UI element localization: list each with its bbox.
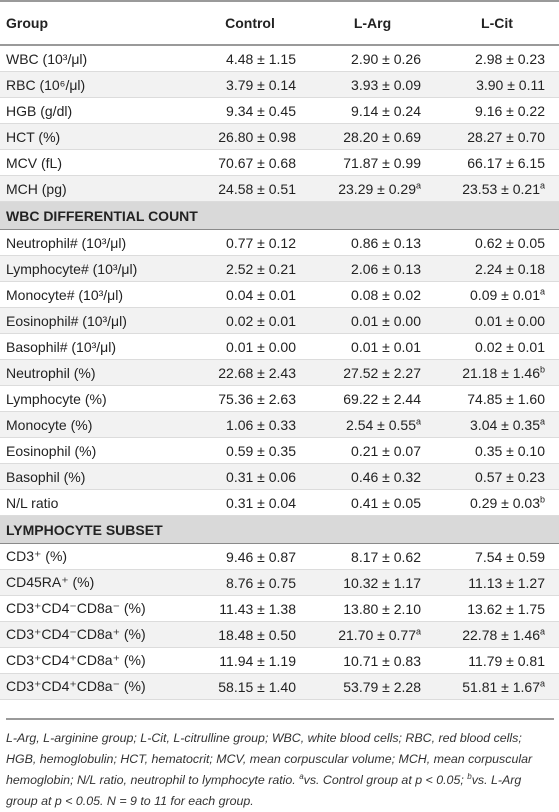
row-label: Lymphocyte (%) xyxy=(0,386,190,412)
table-row xyxy=(0,490,559,516)
table-cell xyxy=(190,464,310,490)
table-body xyxy=(0,45,559,700)
table-row xyxy=(0,360,559,386)
table-cell xyxy=(435,544,559,570)
row-label: Basophil# (10³/μl) xyxy=(0,334,190,360)
cell-value: 0.01 ± 0.00 xyxy=(475,312,545,329)
row-label: RBC (10⁶/μl) xyxy=(0,72,190,98)
table-row xyxy=(0,544,559,570)
cell-value: 22.68 ± 2.43 xyxy=(218,364,296,381)
table-cell xyxy=(190,124,310,150)
row-label: Monocyte# (10³/μl) xyxy=(0,282,190,308)
table-cell xyxy=(310,124,435,150)
table-cell xyxy=(310,464,435,490)
cell-value: 7.54 ± 0.59 xyxy=(475,548,545,565)
table-cell xyxy=(310,648,435,674)
cell-value: 24.58 ± 0.51 xyxy=(218,180,296,197)
table-cell xyxy=(435,648,559,674)
cell-value: 0.29 ± 0.03 xyxy=(470,494,540,511)
section-title: WBC DIFFERENTIAL COUNT xyxy=(0,202,559,230)
table-cell xyxy=(190,256,310,282)
table-cell xyxy=(435,230,559,256)
table-cell xyxy=(190,334,310,360)
cell-value: 0.86 ± 0.13 xyxy=(351,234,421,251)
table-cell xyxy=(190,570,310,596)
table-cell xyxy=(190,360,310,386)
table-cell xyxy=(310,490,435,516)
table-cell xyxy=(190,412,310,438)
significance-mark: a xyxy=(415,415,421,426)
cell-value: 1.06 ± 0.33 xyxy=(226,416,296,433)
section-header-row xyxy=(0,516,559,544)
cell-value: 11.79 ± 0.81 xyxy=(468,652,545,669)
cell-value: 0.77 ± 0.12 xyxy=(226,234,296,251)
cell-value: 0.08 ± 0.02 xyxy=(351,286,421,303)
cell-value: 13.62 ± 1.75 xyxy=(467,600,545,617)
table-cell xyxy=(310,98,435,124)
table-cell xyxy=(435,386,559,412)
table-cell xyxy=(310,622,435,648)
header-l-cit: L-Cit xyxy=(435,1,559,45)
table-cell xyxy=(310,674,435,700)
table-row xyxy=(0,176,559,202)
table-cell xyxy=(190,622,310,648)
cell-value: 2.90 ± 0.26 xyxy=(351,50,421,67)
cell-value: 9.34 ± 0.45 xyxy=(226,102,296,119)
table-cell xyxy=(310,438,435,464)
cell-value: 51.81 ± 1.67 xyxy=(462,678,540,695)
row-label: Neutrophil (%) xyxy=(0,360,190,386)
row-label: HCT (%) xyxy=(0,124,190,150)
table-cell xyxy=(190,386,310,412)
cell-value: 0.01 ± 0.01 xyxy=(351,338,421,355)
cell-value: 0.04 ± 0.01 xyxy=(226,286,296,303)
table-cell xyxy=(190,72,310,98)
significance-mark: b xyxy=(539,363,545,374)
table-row xyxy=(0,438,559,464)
row-label: Eosinophil# (10³/μl) xyxy=(0,308,190,334)
row-label: CD3⁺CD4⁻CD8a⁺ (%) xyxy=(0,622,190,648)
cell-value: 18.48 ± 0.50 xyxy=(218,626,296,643)
row-label: MCH (pg) xyxy=(0,176,190,202)
table-row xyxy=(0,464,559,490)
table-cell xyxy=(310,360,435,386)
row-label: Lymphocyte# (10³/μl) xyxy=(0,256,190,282)
section-header-row xyxy=(0,202,559,230)
cell-value: 2.54 ± 0.55 xyxy=(346,416,416,433)
table-cell xyxy=(190,648,310,674)
table-row xyxy=(0,674,559,700)
cell-value: 75.36 ± 2.63 xyxy=(218,390,296,407)
table-cell xyxy=(190,490,310,516)
table-cell xyxy=(310,570,435,596)
row-label: N/L ratio xyxy=(0,490,190,516)
cell-value: 0.31 ± 0.04 xyxy=(226,494,296,511)
cell-value: 0.46 ± 0.32 xyxy=(351,468,421,485)
cell-value: 11.13 ± 1.27 xyxy=(468,574,545,591)
cell-value: 66.17 ± 6.15 xyxy=(467,154,545,171)
table-cell xyxy=(435,98,559,124)
table-cell xyxy=(190,674,310,700)
footnote-mark-b: b xyxy=(467,771,472,781)
cell-value: 9.16 ± 0.22 xyxy=(475,102,545,119)
table-row xyxy=(0,282,559,308)
table-cell xyxy=(310,334,435,360)
row-label: Eosinophil (%) xyxy=(0,438,190,464)
cell-value: 27.52 ± 2.27 xyxy=(343,364,421,381)
table-cell xyxy=(310,72,435,98)
table-cell xyxy=(190,45,310,72)
table-cell xyxy=(310,412,435,438)
row-label: HGB (g/dl) xyxy=(0,98,190,124)
table-cell xyxy=(190,596,310,622)
cell-value: 0.62 ± 0.05 xyxy=(475,234,545,251)
table-row xyxy=(0,230,559,256)
table-cell xyxy=(190,308,310,334)
cell-value: 74.85 ± 1.60 xyxy=(467,390,545,407)
table-row xyxy=(0,98,559,124)
table-row xyxy=(0,150,559,176)
table-row xyxy=(0,386,559,412)
table-cell xyxy=(435,570,559,596)
table-row xyxy=(0,334,559,360)
cell-value: 0.57 ± 0.23 xyxy=(475,468,545,485)
table-cell xyxy=(435,490,559,516)
table-cell xyxy=(435,412,559,438)
table-cell xyxy=(435,72,559,98)
table-cell xyxy=(190,230,310,256)
table-row xyxy=(0,45,559,72)
cell-value: 3.79 ± 0.14 xyxy=(226,76,296,93)
table-cell xyxy=(310,150,435,176)
table-row xyxy=(0,622,559,648)
table-cell xyxy=(435,308,559,334)
table-cell xyxy=(310,230,435,256)
table-row xyxy=(0,124,559,150)
table-row xyxy=(0,256,559,282)
table-cell xyxy=(310,308,435,334)
cell-value: 13.80 ± 2.10 xyxy=(343,600,421,617)
significance-mark: a xyxy=(539,285,545,296)
cell-value: 23.29 ± 0.29 xyxy=(338,180,416,197)
significance-mark: a xyxy=(415,179,421,190)
footnote-note-b: vs. L-Arg group at p < 0.05. N = 9 to 11 for each group. xyxy=(6,773,522,808)
row-label: CD3⁺CD4⁺CD8a⁻ (%) xyxy=(0,674,190,700)
header-l-arg: L-Arg xyxy=(310,1,435,45)
cell-value: 3.90 ± 0.11 xyxy=(476,76,545,93)
table-cell xyxy=(190,438,310,464)
cell-value: 0.41 ± 0.05 xyxy=(351,494,421,511)
cell-value: 53.79 ± 2.28 xyxy=(343,678,421,695)
cell-value: 28.20 ± 0.69 xyxy=(343,128,421,145)
row-label: CD45RA⁺ (%) xyxy=(0,570,190,596)
table-cell xyxy=(310,386,435,412)
cell-value: 0.31 ± 0.06 xyxy=(226,468,296,485)
cell-value: 2.24 ± 0.18 xyxy=(475,260,545,277)
cell-value: 26.80 ± 0.98 xyxy=(218,128,296,145)
significance-mark: a xyxy=(539,179,545,190)
cell-value: 0.02 ± 0.01 xyxy=(226,312,296,329)
table-row xyxy=(0,412,559,438)
table-cell xyxy=(435,674,559,700)
header-row xyxy=(0,1,559,45)
cell-value: 2.06 ± 0.13 xyxy=(351,260,421,277)
significance-mark: a xyxy=(539,625,545,636)
footnote-note-a: vs. Control group at p < 0.05; xyxy=(303,773,468,787)
table-cell xyxy=(435,282,559,308)
cell-value: 0.35 ± 0.10 xyxy=(475,442,545,459)
table-cell xyxy=(310,176,435,202)
table-cell xyxy=(310,596,435,622)
table-cell xyxy=(310,544,435,570)
cell-value: 4.48 ± 1.15 xyxy=(226,50,296,67)
cell-value: 11.94 ± 1.19 xyxy=(219,652,296,669)
cell-value: 21.70 ± 0.77 xyxy=(338,626,416,643)
table-cell xyxy=(190,176,310,202)
cell-value: 70.67 ± 0.68 xyxy=(218,154,296,171)
row-label: Monocyte (%) xyxy=(0,412,190,438)
cell-value: 3.93 ± 0.09 xyxy=(351,76,421,93)
table-cell xyxy=(310,45,435,72)
header-group: Group xyxy=(0,1,190,45)
section-title: LYMPHOCYTE SUBSET xyxy=(0,516,559,544)
table-row xyxy=(0,308,559,334)
row-label: WBC (10³/μl) xyxy=(0,45,190,72)
table-cell xyxy=(310,282,435,308)
row-label: CD3⁺ (%) xyxy=(0,544,190,570)
row-label: Neutrophil# (10³/μl) xyxy=(0,230,190,256)
cell-value: 69.22 ± 2.44 xyxy=(343,390,421,407)
cell-value: 0.09 ± 0.01 xyxy=(470,286,540,303)
cell-value: 8.76 ± 0.75 xyxy=(226,574,296,591)
significance-mark: a xyxy=(539,677,545,688)
table-row xyxy=(0,648,559,674)
table-cell xyxy=(435,360,559,386)
table-cell xyxy=(310,256,435,282)
table-cell xyxy=(190,544,310,570)
cell-value: 3.04 ± 0.35 xyxy=(470,416,540,433)
table-cell xyxy=(435,45,559,72)
table-cell xyxy=(435,438,559,464)
table-row xyxy=(0,596,559,622)
cell-value: 0.02 ± 0.01 xyxy=(475,338,545,355)
cell-value: 10.32 ± 1.17 xyxy=(343,574,421,591)
cell-value: 23.53 ± 0.21 xyxy=(462,180,540,197)
cell-value: 0.01 ± 0.00 xyxy=(351,312,421,329)
footnote-mark-a: a xyxy=(299,771,304,781)
significance-mark: b xyxy=(539,493,545,504)
cell-value: 9.46 ± 0.87 xyxy=(226,548,296,565)
cell-value: 2.98 ± 0.23 xyxy=(475,50,545,67)
table-cell xyxy=(435,124,559,150)
row-label: MCV (fL) xyxy=(0,150,190,176)
cell-value: 2.52 ± 0.21 xyxy=(226,260,296,277)
table-cell xyxy=(435,256,559,282)
cell-value: 0.59 ± 0.35 xyxy=(226,442,296,459)
cell-value: 71.87 ± 0.99 xyxy=(343,154,421,171)
cell-value: 22.78 ± 1.46 xyxy=(462,626,540,643)
significance-mark: a xyxy=(539,415,545,426)
significance-mark: a xyxy=(415,625,421,636)
footnote-text: L-Arg, L-arginine group; L-Cit, L-citrulline group; WBC, white blood cells; RBC, red blood cells; HGB, hemoglobulin; HCT, hematocrit; MCV, mean corpuscular volume; MCH, mean corpuscular hemoglobin; N/L ratio, neutrophil to lymphocyte ratio. xyxy=(6,731,533,787)
table-cell xyxy=(190,98,310,124)
row-label: CD3⁺CD4⁺CD8a⁺ (%) xyxy=(0,648,190,674)
table-cell xyxy=(435,150,559,176)
cell-value: 58.15 ± 1.40 xyxy=(218,678,296,695)
cell-value: 0.01 ± 0.00 xyxy=(226,338,296,355)
row-label: Basophil (%) xyxy=(0,464,190,490)
cell-value: 21.18 ± 1.46 xyxy=(462,364,540,381)
table-row xyxy=(0,570,559,596)
cell-value: 0.21 ± 0.07 xyxy=(351,442,421,459)
cell-value: 9.14 ± 0.24 xyxy=(351,102,421,119)
header-control: Control xyxy=(190,1,310,45)
table-cell xyxy=(435,334,559,360)
table-cell xyxy=(435,176,559,202)
table-row xyxy=(0,72,559,98)
table-cell xyxy=(435,596,559,622)
table-cell xyxy=(435,622,559,648)
cell-value: 8.17 ± 0.62 xyxy=(351,548,421,565)
table-cell xyxy=(190,150,310,176)
cell-value: 10.71 ± 0.83 xyxy=(343,652,421,669)
table-cell xyxy=(435,464,559,490)
table-cell xyxy=(190,282,310,308)
row-label: CD3⁺CD4⁻CD8a⁻ (%) xyxy=(0,596,190,622)
cell-value: 11.43 ± 1.38 xyxy=(219,600,296,617)
table-footnote xyxy=(6,718,554,812)
cell-value: 28.27 ± 0.70 xyxy=(467,128,545,145)
